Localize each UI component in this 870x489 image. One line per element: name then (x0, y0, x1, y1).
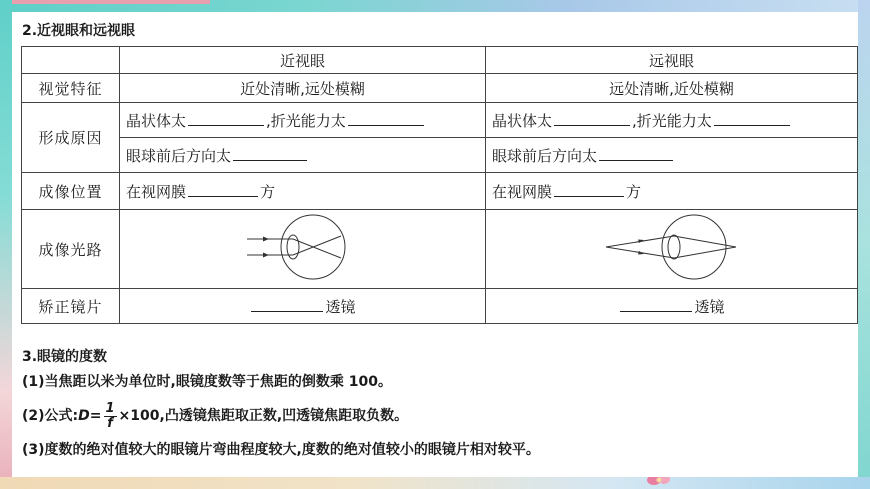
far-correction-cell (486, 289, 858, 324)
header-far-sighted: 远视眼 (486, 47, 858, 74)
left-border (0, 0, 12, 489)
far-position-text-b: 方 (626, 182, 642, 201)
right-border (858, 0, 870, 489)
table-row (22, 138, 858, 173)
top-border (0, 0, 870, 12)
far-cause-line2 (486, 138, 858, 173)
formula-numerator: 1 (105, 400, 115, 416)
section-3 (22, 346, 540, 464)
formula-prefix: (2)公式: (22, 408, 79, 424)
answer-blank[interactable] (251, 297, 323, 312)
row-label-image-position: 成像位置 (22, 173, 120, 210)
table-row (22, 210, 858, 289)
far-cause-line1 (486, 103, 858, 138)
near-visual-cell: 近处清晰,远处模糊 (120, 74, 486, 103)
bottom-border (0, 477, 870, 489)
far-cause-text-c: 眼球前后方向太 (492, 146, 598, 165)
answer-blank[interactable] (233, 146, 307, 161)
answer-blank[interactable] (620, 297, 692, 312)
far-correction-suffix: 透镜 (694, 297, 725, 316)
formula-suffix: ×100,凸透镜焦距取正数,凹透镜焦距取负数。 (118, 408, 409, 424)
page-content (14, 12, 856, 477)
far-image-position-cell (486, 173, 858, 210)
table-row (22, 173, 858, 210)
near-cause-line2 (120, 138, 486, 173)
table-header-row (22, 47, 858, 74)
hyperopia-ray-diagram-icon (602, 212, 742, 282)
section-2-title: 2.近视眼和远视眼 (22, 23, 136, 39)
far-cause-text-a: 晶状体太 (492, 111, 553, 130)
eye-comparison-table (21, 46, 858, 324)
far-light-path-cell (486, 210, 858, 289)
answer-blank[interactable] (554, 182, 624, 197)
row-label-light-path: 成像光路 (22, 210, 120, 289)
section-3-line-3: (3)度数的绝对值较大的眼镜片弯曲程度较大,度数的绝对值较小的眼镜片相对较平。 (22, 442, 540, 458)
table-row (22, 74, 858, 103)
section-3-line-2 (22, 396, 540, 436)
header-empty-cell (22, 47, 120, 74)
row-label-cause: 形成原因 (22, 103, 120, 173)
near-cause-text-c: 眼球前后方向太 (126, 146, 232, 165)
myopia-ray-diagram-icon (243, 212, 363, 282)
near-position-text-b: 方 (260, 182, 276, 201)
top-border-accent (0, 0, 210, 4)
answer-blank[interactable] (599, 146, 673, 161)
far-position-text-a: 在视网膜 (492, 182, 553, 201)
table-row (22, 289, 858, 324)
row-label-correction: 矫正镜片 (22, 289, 120, 324)
near-image-position-cell (120, 173, 486, 210)
far-cause-text-b: ,折光能力太 (632, 111, 712, 130)
near-correction-suffix: 透镜 (325, 297, 356, 316)
answer-blank[interactable] (554, 111, 630, 126)
section-3-title: 3.眼镜的度数 (22, 349, 108, 365)
far-visual-cell: 远处清晰,近处模糊 (486, 74, 858, 103)
header-near-sighted: 近视眼 (120, 47, 486, 74)
near-light-path-cell (120, 210, 486, 289)
near-position-text-a: 在视网膜 (126, 182, 187, 201)
formula-fraction (104, 402, 117, 431)
formula-variable-d: D (78, 408, 90, 424)
table-row (22, 103, 858, 138)
near-cause-text-a: 晶状体太 (126, 111, 187, 130)
near-cause-line1 (120, 103, 486, 138)
near-cause-text-b: ,折光能力太 (266, 111, 346, 130)
answer-blank[interactable] (714, 111, 790, 126)
answer-blank[interactable] (188, 182, 258, 197)
answer-blank[interactable] (348, 111, 424, 126)
near-correction-cell (120, 289, 486, 324)
row-label-visual: 视觉特征 (22, 74, 120, 103)
answer-blank[interactable] (188, 111, 264, 126)
section-3-line-1: (1)当焦距以米为单位时,眼镜度数等于焦距的倒数乘 100。 (22, 374, 392, 390)
formula-equals: = (89, 408, 102, 424)
formula-denominator: f (107, 415, 113, 431)
